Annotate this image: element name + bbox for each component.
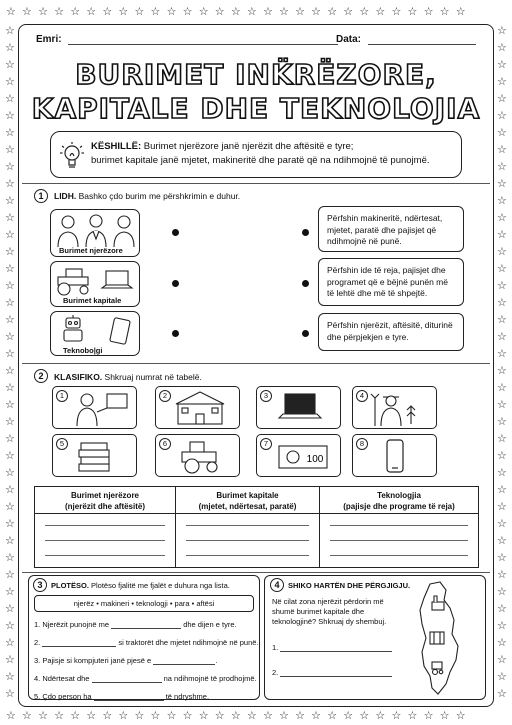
farmer-icon — [355, 388, 435, 428]
item-number: 1 — [56, 390, 68, 402]
column-title: Burimet njerëzore — [70, 491, 140, 500]
lightbulb-icon — [59, 141, 85, 171]
match-item-capital-resources[interactable] — [50, 261, 140, 307]
tip-line1: Burimet njerëzore janë njerëzit dhe aftësitë e tyre; — [141, 141, 354, 152]
table-column-capital — [175, 487, 319, 567]
classify-item-tractor — [155, 434, 240, 477]
name-field[interactable] — [68, 44, 338, 45]
item-number: 5 — [56, 438, 68, 450]
classify-item-money — [256, 434, 341, 477]
blank-field[interactable] — [153, 657, 215, 665]
answer-line[interactable] — [186, 525, 309, 526]
match-dot-right[interactable] — [302, 229, 309, 236]
date-field[interactable] — [368, 44, 476, 45]
column-subtitle: (njerëzit dhe aftësitë) — [64, 502, 145, 511]
answer-line[interactable] — [330, 525, 468, 526]
banknote-value: 100 — [306, 454, 324, 465]
section4-number: 4 — [270, 578, 284, 592]
blank-field[interactable] — [280, 669, 392, 677]
classify-item-teacher — [52, 386, 137, 429]
star-border-left: ☆ ☆ ☆ ☆ ☆ ☆ ☆ ☆ ☆ ☆ ☆ ☆ ☆ ☆ ☆ ☆ ☆ ☆ ☆ ☆ ☆ ☆ ☆ ☆ ☆ ☆ ☆ ☆ ☆ ☆ ☆ ☆ ☆ ☆ ☆ ☆ ☆ ☆ ☆ ☆ — [5, 24, 15, 700]
page-title-line2: KAPITALE DHE TEKNOLOJIA — [31, 92, 481, 125]
name-date-bar — [26, 31, 486, 49]
section1-heading: LIDH. Bashko çdo burim me përshkrimin e duhur. — [54, 191, 241, 201]
divider — [22, 183, 490, 184]
fill-question-2: 2. si traktorët dhe mjetet ndihmojnë në punë. — [34, 638, 259, 647]
match-item-caption: Burimet njerëzore — [59, 246, 123, 255]
section2-heading: KLASIFIKO. Shkruaj numrat në tabelë. — [54, 372, 202, 382]
classify-item-school — [155, 386, 240, 429]
definition-box: Përfshin makineritë, ndërtesat, mjetet, paratë dhe pajisjet që ndihmojnë në punë. — [318, 206, 464, 252]
match-dot-left[interactable] — [172, 229, 179, 236]
books-icon — [55, 436, 135, 476]
match-item-human-resources[interactable] — [50, 209, 140, 257]
match-item-technology[interactable] — [50, 311, 140, 356]
match-dot-right[interactable] — [302, 330, 309, 337]
answer-line[interactable] — [45, 555, 165, 556]
fill-question-3: 3. Pajisje si kompjuteri janë pjesë e . — [34, 656, 218, 665]
tractor-icon — [158, 436, 238, 476]
match-dot-right[interactable] — [302, 280, 309, 287]
classify-item-books — [52, 434, 137, 477]
albania-map-icon — [408, 580, 474, 698]
answer-line[interactable] — [186, 540, 309, 541]
column-subtitle: (pajisje dhe programe të reja) — [343, 502, 455, 511]
blank-field[interactable] — [94, 693, 164, 701]
banknote-icon — [259, 436, 339, 476]
answer-line[interactable] — [45, 525, 165, 526]
item-number: 3 — [260, 390, 272, 402]
page-title-line1: BURIMET INK̈RËZORE, — [75, 58, 437, 91]
divider — [22, 363, 490, 364]
column-title: Burimet kapitale — [216, 491, 279, 500]
section2-number: 2 — [34, 369, 48, 383]
phone-icon — [355, 436, 435, 476]
answer-line[interactable] — [330, 555, 468, 556]
match-item-caption: Burimet kapitale — [63, 296, 122, 305]
tip-line2: burimet kapitale janë mjetet, makineritë dhe paratë që na ndihmojnë të punojmë. — [91, 155, 430, 166]
people-icon — [52, 211, 140, 249]
star-border-right: ☆ ☆ ☆ ☆ ☆ ☆ ☆ ☆ ☆ ☆ ☆ ☆ ☆ ☆ ☆ ☆ ☆ ☆ ☆ ☆ ☆ ☆ ☆ ☆ ☆ ☆ ☆ ☆ ☆ ☆ ☆ ☆ ☆ ☆ ☆ ☆ ☆ ☆ ☆ ☆ — [497, 24, 507, 700]
map-answer-1: 1. — [272, 643, 392, 652]
definition-box: Përfshin njerëzit, aftësitë, diturinë dhe përpjekjen e tyre. — [318, 313, 464, 351]
section3-number: 3 — [33, 578, 47, 592]
column-title: Teknologjia — [377, 491, 421, 500]
match-dot-left[interactable] — [172, 330, 179, 337]
classify-item-laptop — [256, 386, 341, 429]
fill-question-5: 5. Çdo person ha të ndryshme. — [34, 692, 210, 701]
section4-heading: SHIKO HARTËN DHE PËRGJIGJU. — [288, 581, 411, 590]
fill-question-4: 4. Ndërtesat dhe na ndihmojnë të prodhojmë. — [34, 674, 257, 683]
answer-line[interactable] — [45, 540, 165, 541]
tractor-laptop-icon — [52, 263, 140, 297]
table-column-technology — [319, 487, 478, 567]
fill-question-1: 1. Njerëzit punojnë me dhe dijen e tyre. — [34, 620, 237, 629]
section4-question: Në cilat zona njerëzit përdorin më shumë burimet kapitale dhe teknologjinë? Shkruaj dy shembuj. — [272, 597, 387, 626]
blank-field[interactable] — [42, 639, 116, 647]
classify-item-farmer — [352, 386, 437, 429]
word-bank: njerëz • makineri • teknologji • para • aftësi — [34, 595, 254, 612]
blank-field[interactable] — [92, 675, 162, 683]
divider — [22, 572, 490, 573]
map-answer-2: 2. — [272, 668, 392, 677]
star-border-bottom: ☆☆☆☆☆☆☆☆☆☆☆☆☆☆☆☆☆☆☆☆☆☆☆☆☆☆☆☆☆ — [6, 709, 472, 722]
item-number: 7 — [260, 438, 272, 450]
section1-number: 1 — [34, 189, 48, 203]
blank-field[interactable] — [111, 621, 181, 629]
match-dot-left[interactable] — [172, 280, 179, 287]
column-subtitle: (mjetet, ndërtesat, paratë) — [198, 502, 297, 511]
laptop-icon — [259, 388, 339, 428]
name-label: Emri: — [36, 34, 62, 45]
school-building-icon — [158, 388, 238, 428]
blank-field[interactable] — [280, 644, 392, 652]
item-number: 8 — [356, 438, 368, 450]
section3-heading: PLOTËSO. Plotëso fjalitë me fjalët e duhura nga lista. — [51, 581, 230, 590]
item-number: 2 — [159, 390, 171, 402]
teacher-icon — [55, 388, 135, 428]
table-column-human — [35, 487, 175, 567]
item-number: 6 — [159, 438, 171, 450]
date-label: Data: — [336, 34, 362, 45]
definition-box: Përfshin ide të reja, pajisjet dhe programet që e bëjnë punën më të lehtë dhe më të shpejtë. — [318, 258, 464, 306]
answer-line[interactable] — [330, 540, 468, 541]
tip-label: KËSHILLË: — [91, 141, 142, 152]
classification-table — [34, 486, 479, 568]
star-border-top: ☆☆☆☆☆☆☆☆☆☆☆☆☆☆☆☆☆☆☆☆☆☆☆☆☆☆☆☆☆ — [6, 5, 472, 18]
match-item-caption: Teknobo|ɡi — [63, 346, 103, 355]
item-number: 4 — [356, 390, 368, 402]
tip-box — [50, 131, 462, 178]
robot-tablet-icon — [52, 313, 140, 347]
answer-line[interactable] — [186, 555, 309, 556]
classify-item-phone — [352, 434, 437, 477]
